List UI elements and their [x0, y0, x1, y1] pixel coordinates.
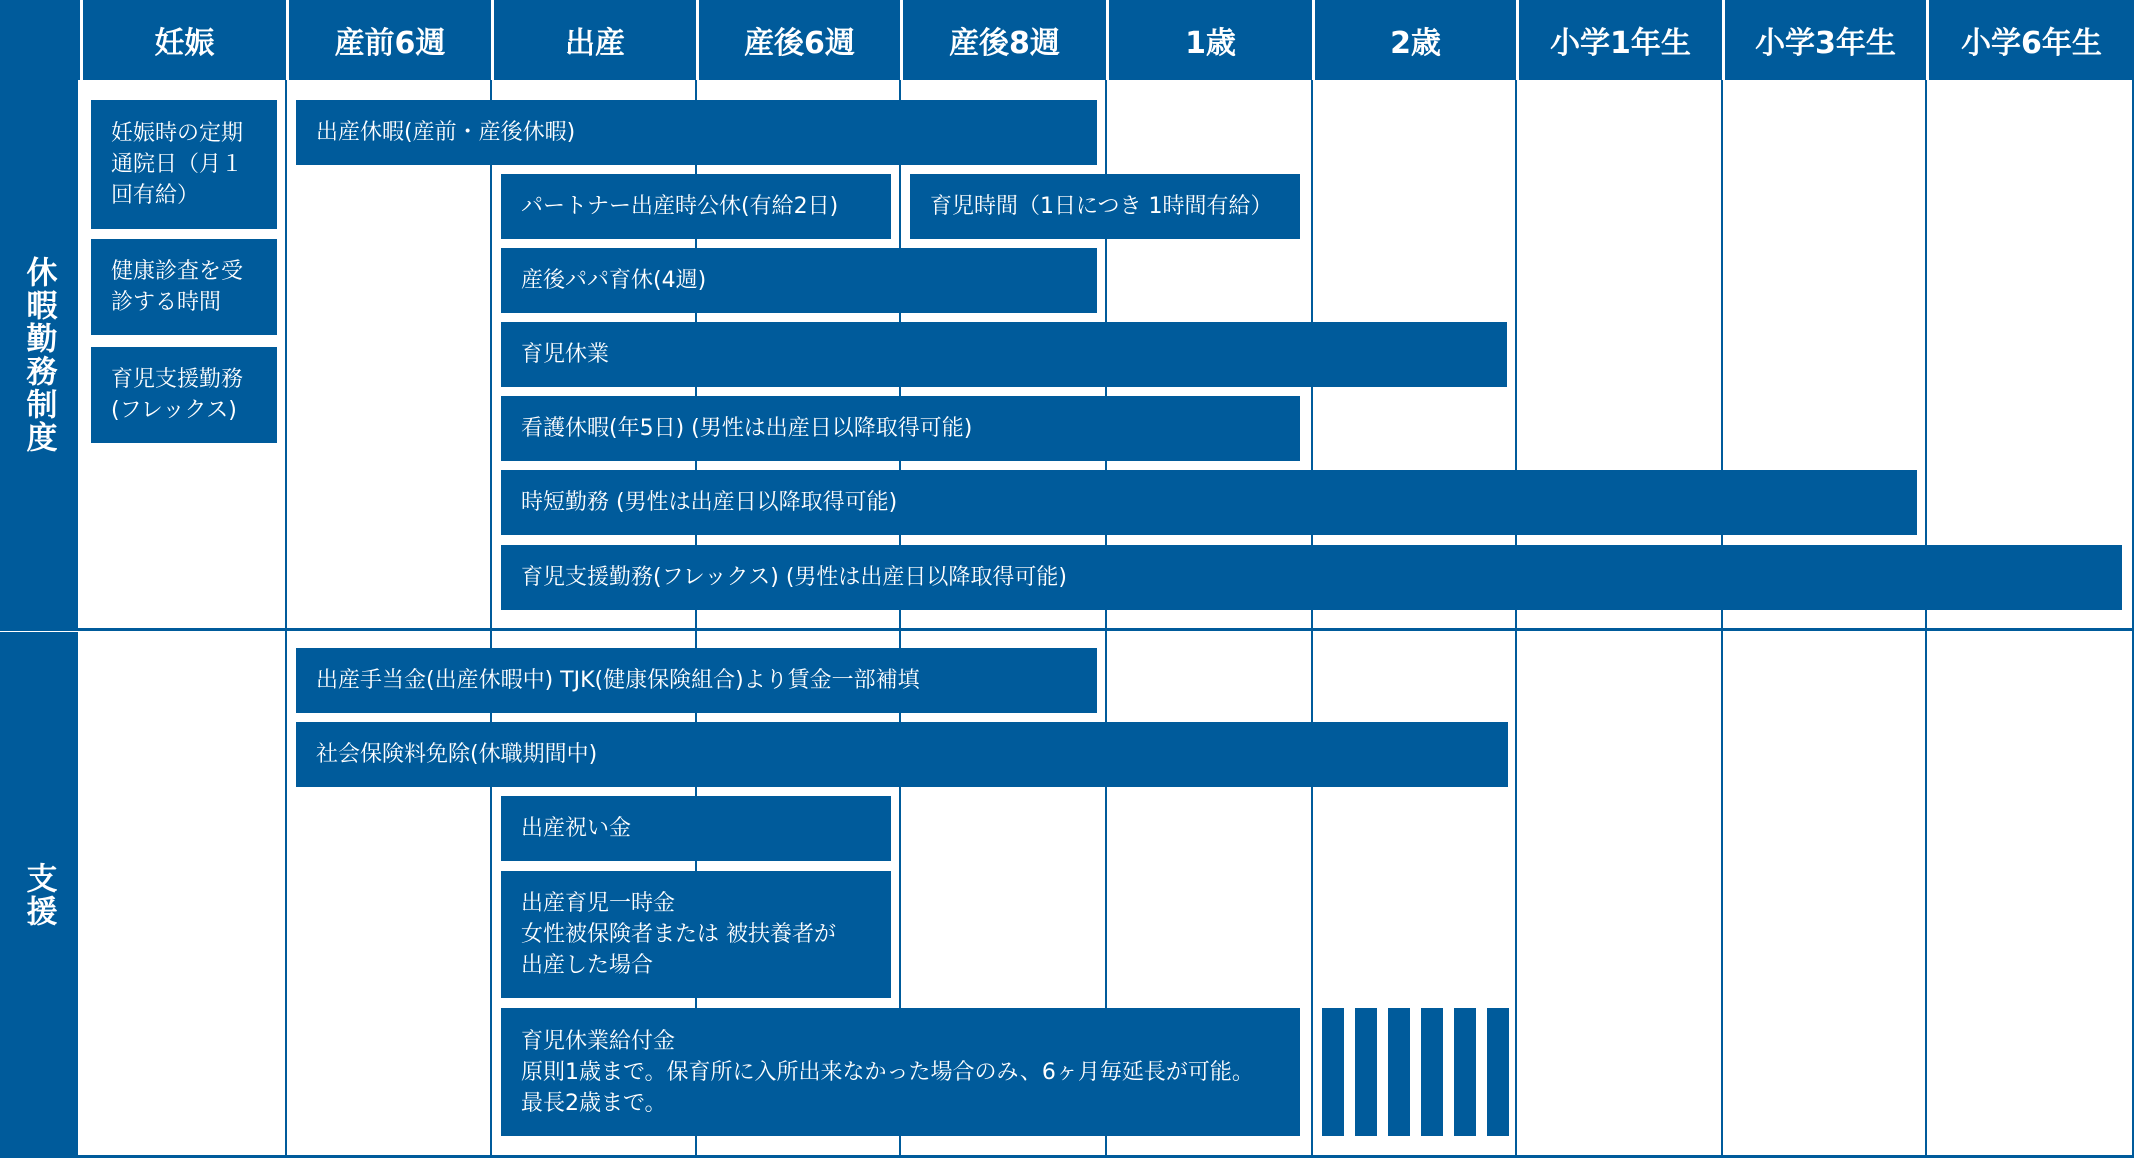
leave-bar [501, 322, 1507, 387]
leave-bar-label: パートナー出産時公休(有給2日) [521, 194, 839, 219]
support-bar-label: 出産した場合 [521, 953, 654, 978]
support-bar [501, 796, 891, 861]
column-header: 産前6週 [286, 0, 491, 80]
leave-bar-label: 育児支援勤務(フレックス) (男性は出産日以降取得可能) [521, 565, 1068, 590]
leave-bar-label: 看護休暇(年5日) (男性は出産日以降取得可能) [521, 416, 973, 441]
column-header: 産後6週 [696, 0, 900, 80]
column-divider [1105, 80, 1107, 1158]
leave-bar-label: 健康診査を受 [111, 259, 244, 284]
column-divider [1721, 80, 1723, 1158]
support-bar [296, 648, 1097, 713]
header-corner [0, 0, 80, 80]
section-divider [0, 628, 2134, 631]
extension-stripe [1355, 1008, 1377, 1136]
column-divider [1515, 80, 1517, 1158]
extension-stripe [1454, 1008, 1476, 1136]
support-bar-label: 出産育児一時金 [521, 891, 676, 916]
column-divider [1311, 80, 1313, 1158]
leave-bar-label: 時短勤務 (男性は出産日以降取得可能) [521, 490, 898, 515]
section-label-leave: 休暇勤務制度 [0, 80, 78, 629]
column-divider [1925, 80, 1927, 1158]
support-bar-label: 原則1歳まで。保育所に入所出来なかった場合のみ、6ヶ月毎延長が可能。 [521, 1059, 1254, 1085]
column-header: 小学3年生 [1722, 0, 1926, 80]
extension-stripe [1421, 1008, 1443, 1136]
leave-bar [501, 396, 1300, 461]
column-divider [490, 80, 492, 1158]
leave-bar-label: 回有給） [111, 183, 200, 208]
leave-bar-label: (フレックス) [111, 398, 237, 423]
extension-stripe [1487, 1008, 1509, 1136]
column-header: 1歳 [1106, 0, 1312, 80]
leave-bar [91, 100, 277, 229]
leave-bar-label: 妊娠時の定期 [111, 121, 244, 146]
support-bar-label: 出産手当金(出産休暇中) TJK(健康保険組合)より賃金一部補填 [316, 668, 920, 693]
leave-bar-label: 育児休業 [521, 342, 610, 367]
leave-bar [91, 347, 277, 443]
leave-bar [91, 239, 277, 335]
extension-stripe [1322, 1008, 1344, 1136]
column-header: 小学1年生 [1516, 0, 1722, 80]
support-bar-label: 社会保険料免除(休職期間中) [316, 742, 598, 767]
support-bar [501, 1008, 1300, 1136]
column-divider [285, 80, 287, 1158]
support-bar-label: 育児休業給付金 [521, 1028, 676, 1054]
extension-stripe [1388, 1008, 1410, 1136]
support-bar [296, 722, 1508, 787]
column-header: 2歳 [1312, 0, 1516, 80]
column-header: 出産 [491, 0, 696, 80]
leave-bar-label: 育児支援勤務 [111, 367, 244, 392]
support-bar-label: 女性被保険者または 被扶養者が [521, 922, 836, 947]
leave-bar [501, 545, 2122, 610]
leave-bar [296, 100, 1097, 165]
support-bar [501, 871, 891, 998]
column-divider [899, 80, 901, 1158]
support-bar-label: 最長2歳まで。 [521, 1090, 667, 1116]
column-header: 妊娠 [80, 0, 286, 80]
leave-bar-label: 産後パパ育休(4週) [521, 268, 707, 293]
leave-bar [910, 174, 1300, 239]
section-label-support: 支援 [0, 632, 78, 1158]
leave-bar-label: 診する時間 [111, 290, 222, 315]
leave-bar [501, 174, 891, 239]
leave-bar [501, 248, 1097, 313]
column-header: 小学6年生 [1926, 0, 2134, 80]
support-bar-label: 出産祝い金 [521, 816, 632, 841]
leave-bar-label: 出産休暇(産前・産後休暇) [316, 120, 576, 145]
column-header: 産後8週 [900, 0, 1106, 80]
leave-bar [501, 470, 1917, 535]
leave-bar-label: 育児時間（1日につき 1時間有給） [930, 194, 1273, 219]
leave-bar-label: 通院日（月１ [111, 152, 244, 177]
